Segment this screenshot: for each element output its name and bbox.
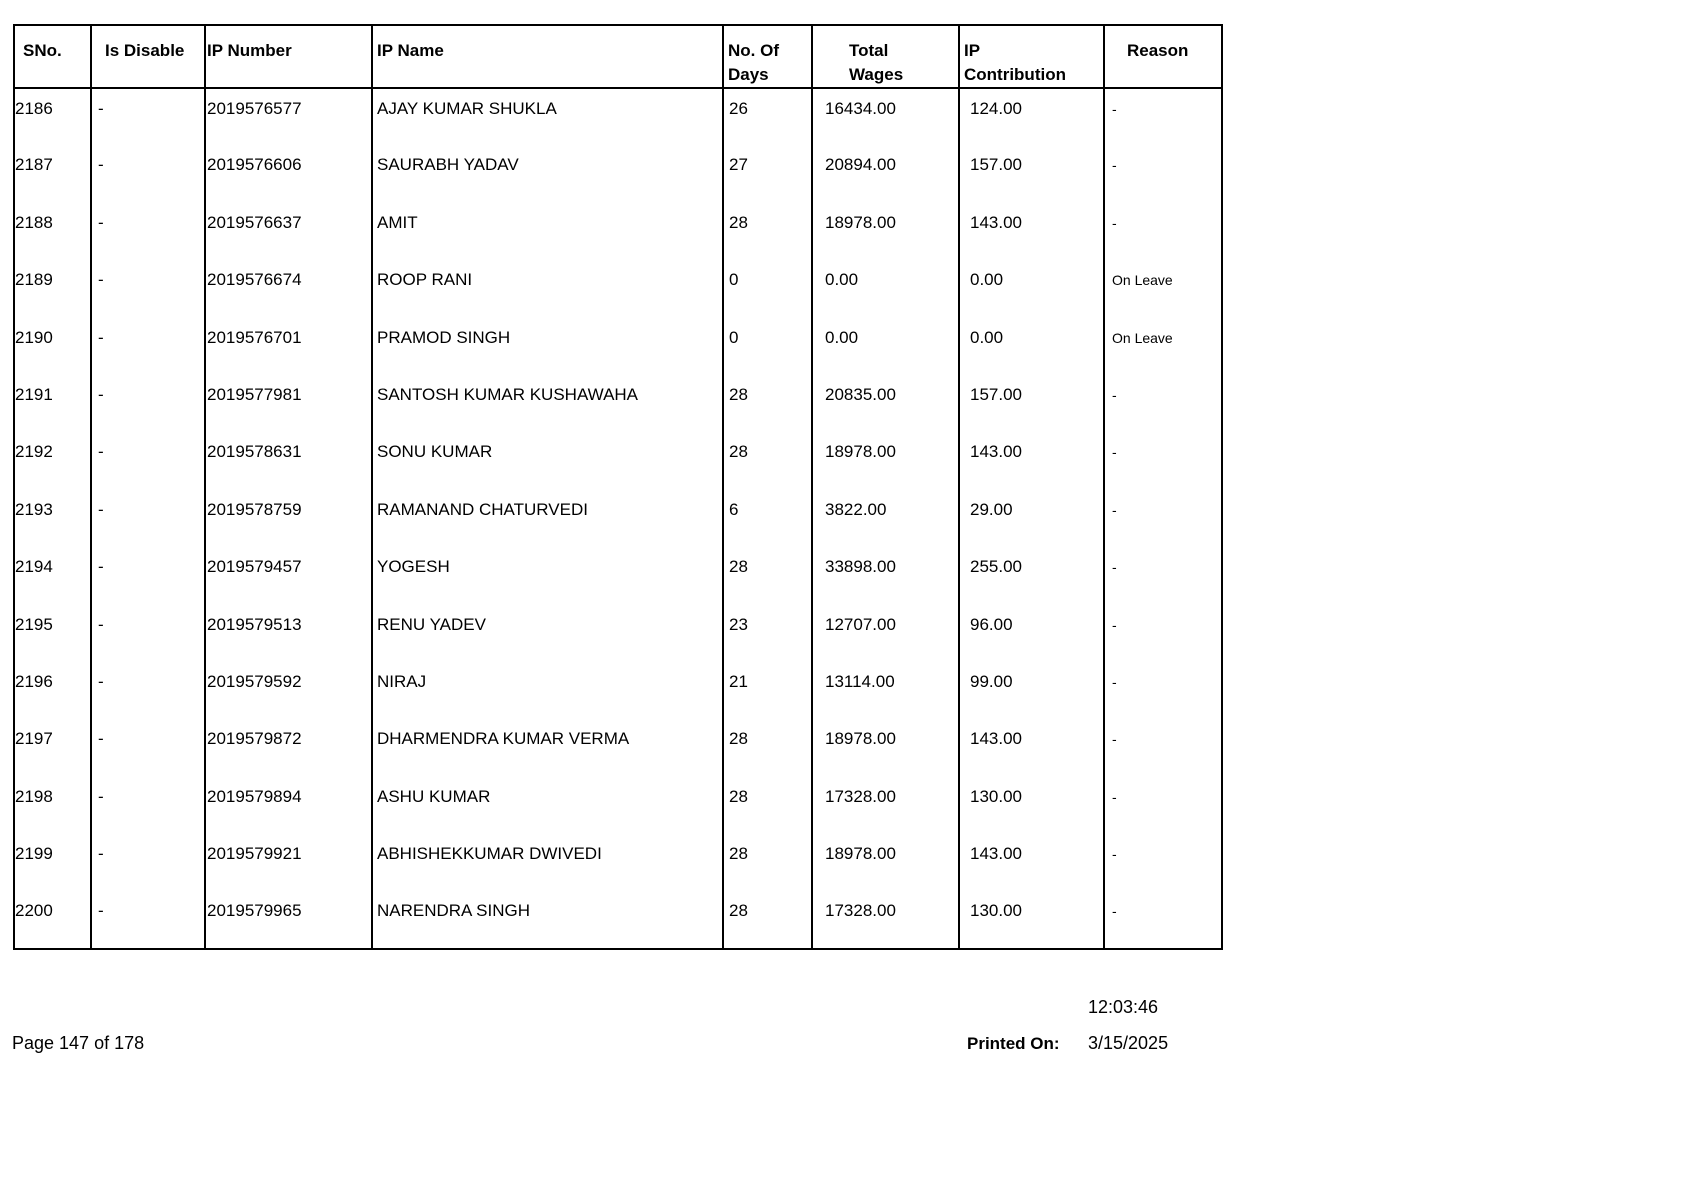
cell-days: 23 — [723, 605, 812, 662]
header-days-line2: Days — [728, 65, 769, 84]
cell-days: 28 — [723, 432, 812, 489]
header-ip-number: IP Number — [205, 25, 372, 88]
cell-is-disable: - — [91, 203, 205, 260]
cell-is-disable: - — [91, 719, 205, 776]
cell-ip-contribution: 143.00 — [959, 432, 1104, 489]
header-days-line1: No. Of — [728, 41, 779, 60]
cell-ip-number: 2019579513 — [205, 605, 372, 662]
cell-reason: - — [1104, 719, 1222, 776]
cell-reason: - — [1104, 605, 1222, 662]
cell-ip-contribution: 96.00 — [959, 605, 1104, 662]
cell-is-disable: - — [91, 834, 205, 891]
cell-ip-contribution: 124.00 — [959, 88, 1104, 145]
cell-total-wages: 17328.00 — [812, 891, 959, 948]
cell-sno: 2198 — [14, 777, 91, 834]
cell-reason: On Leave — [1104, 318, 1222, 375]
cell-days: 27 — [723, 145, 812, 202]
cell-ip-name: SANTOSH KUMAR KUSHAWAHA — [372, 375, 723, 432]
cell-sno: 2197 — [14, 719, 91, 776]
contribution-table — [13, 24, 1223, 950]
cell-total-wages: 0.00 — [812, 260, 959, 317]
cell-sno: 2193 — [14, 490, 91, 547]
cell-ip-name: AMIT — [372, 203, 723, 260]
cell-ip-number: 2019579894 — [205, 777, 372, 834]
cell-is-disable: - — [91, 777, 205, 834]
cell-ip-contribution: 29.00 — [959, 490, 1104, 547]
header-contrib-line1: IP — [964, 41, 981, 60]
table-row — [14, 260, 1222, 317]
header-reason: Reason — [1104, 25, 1222, 88]
cell-ip-number: 2019579592 — [205, 662, 372, 719]
cell-days: 28 — [723, 203, 812, 260]
cell-ip-name: RENU YADEV — [372, 605, 723, 662]
cell-days: 28 — [723, 375, 812, 432]
cell-ip-number: 2019579457 — [205, 547, 372, 604]
cell-reason: - — [1104, 490, 1222, 547]
cell-is-disable: - — [91, 260, 205, 317]
cell-ip-contribution: 157.00 — [959, 145, 1104, 202]
cell-reason: - — [1104, 88, 1222, 145]
cell-is-disable: - — [91, 318, 205, 375]
cell-reason: - — [1104, 432, 1222, 489]
cell-reason: - — [1104, 145, 1222, 202]
cell-ip-contribution: 143.00 — [959, 203, 1104, 260]
header-wages-line2: Wages — [849, 65, 904, 84]
table-row — [14, 662, 1222, 719]
cell-total-wages: 13114.00 — [812, 662, 959, 719]
page-info: Page 147 of 178 — [12, 1033, 145, 1053]
table-row — [14, 490, 1222, 547]
header-days — [723, 25, 812, 88]
cell-sno: 2191 — [14, 375, 91, 432]
cell-days: 28 — [723, 719, 812, 776]
cell-ip-number: 2019579921 — [205, 834, 372, 891]
cell-sno: 2192 — [14, 432, 91, 489]
cell-total-wages: 3822.00 — [812, 490, 959, 547]
cell-days: 28 — [723, 834, 812, 891]
cell-days: 0 — [723, 260, 812, 317]
cell-total-wages: 18978.00 — [812, 834, 959, 891]
cell-total-wages: 20835.00 — [812, 375, 959, 432]
cell-sno: 2186 — [14, 88, 91, 145]
print-time: 12:03:46 — [1088, 997, 1159, 1017]
cell-days: 26 — [723, 88, 812, 145]
cell-is-disable: - — [91, 547, 205, 604]
cell-sno: 2194 — [14, 547, 91, 604]
cell-total-wages: 20894.00 — [812, 145, 959, 202]
cell-sno: 2189 — [14, 260, 91, 317]
cell-days: 0 — [723, 318, 812, 375]
table-row — [14, 88, 1222, 145]
cell-total-wages: 17328.00 — [812, 777, 959, 834]
cell-total-wages: 0.00 — [812, 318, 959, 375]
cell-ip-number: 2019577981 — [205, 375, 372, 432]
cell-ip-contribution: 0.00 — [959, 318, 1104, 375]
cell-ip-name: SAURABH YADAV — [372, 145, 723, 202]
cell-ip-contribution: 130.00 — [959, 891, 1104, 948]
table-header-row — [14, 25, 1222, 88]
table-row — [14, 891, 1222, 948]
cell-is-disable: - — [91, 490, 205, 547]
table-body — [14, 88, 1222, 949]
cell-ip-name: AJAY KUMAR SHUKLA — [372, 88, 723, 145]
print-date: 3/15/2025 — [1088, 1033, 1169, 1053]
cell-ip-number: 2019578631 — [205, 432, 372, 489]
cell-ip-contribution: 143.00 — [959, 834, 1104, 891]
cell-is-disable: - — [91, 891, 205, 948]
cell-reason: - — [1104, 375, 1222, 432]
cell-total-wages: 12707.00 — [812, 605, 959, 662]
table-row — [14, 547, 1222, 604]
header-wages-line1: Total — [849, 41, 889, 60]
table-row — [14, 777, 1222, 834]
cell-ip-number: 2019578759 — [205, 490, 372, 547]
cell-days: 6 — [723, 490, 812, 547]
cell-is-disable: - — [91, 662, 205, 719]
cell-total-wages: 33898.00 — [812, 547, 959, 604]
cell-total-wages: 18978.00 — [812, 432, 959, 489]
header-ip-name: IP Name — [372, 25, 723, 88]
cell-days: 28 — [723, 777, 812, 834]
cell-ip-number: 2019576606 — [205, 145, 372, 202]
cell-ip-number: 2019576637 — [205, 203, 372, 260]
header-sno: SNo. — [14, 25, 91, 88]
cell-ip-contribution: 0.00 — [959, 260, 1104, 317]
cell-ip-name: NIRAJ — [372, 662, 723, 719]
cell-sno: 2188 — [14, 203, 91, 260]
cell-reason: - — [1104, 203, 1222, 260]
table-row — [14, 605, 1222, 662]
cell-is-disable: - — [91, 375, 205, 432]
cell-total-wages: 18978.00 — [812, 203, 959, 260]
cell-total-wages: 16434.00 — [812, 88, 959, 145]
cell-reason: - — [1104, 547, 1222, 604]
cell-sno: 2199 — [14, 834, 91, 891]
cell-reason: - — [1104, 891, 1222, 948]
cell-ip-number: 2019576674 — [205, 260, 372, 317]
cell-reason: - — [1104, 834, 1222, 891]
cell-ip-name: ABHISHEKKUMAR DWIVEDI — [372, 834, 723, 891]
table-row — [14, 432, 1222, 489]
cell-sno: 2187 — [14, 145, 91, 202]
header-total-wages — [812, 25, 959, 88]
cell-total-wages: 18978.00 — [812, 719, 959, 776]
cell-ip-name: RAMANAND CHATURVEDI — [372, 490, 723, 547]
cell-is-disable: - — [91, 605, 205, 662]
cell-is-disable: - — [91, 88, 205, 145]
cell-ip-number: 2019579965 — [205, 891, 372, 948]
cell-ip-name: YOGESH — [372, 547, 723, 604]
cell-ip-number: 2019579872 — [205, 719, 372, 776]
cell-ip-number: 2019576577 — [205, 88, 372, 145]
cell-ip-number: 2019576701 — [205, 318, 372, 375]
cell-ip-contribution: 143.00 — [959, 719, 1104, 776]
cell-days: 28 — [723, 891, 812, 948]
cell-ip-contribution: 99.00 — [959, 662, 1104, 719]
cell-ip-contribution: 130.00 — [959, 777, 1104, 834]
printed-on-label: Printed On: — [967, 1034, 1060, 1053]
table-row — [14, 145, 1222, 202]
cell-ip-name: ASHU KUMAR — [372, 777, 723, 834]
cell-ip-name: ROOP RANI — [372, 260, 723, 317]
cell-sno: 2190 — [14, 318, 91, 375]
table-row — [14, 834, 1222, 891]
table-row — [14, 203, 1222, 260]
cell-sno: 2195 — [14, 605, 91, 662]
table-row — [14, 318, 1222, 375]
table-row — [14, 719, 1222, 776]
header-is-disable: Is Disable — [91, 25, 205, 88]
cell-sno: 2196 — [14, 662, 91, 719]
cell-reason: - — [1104, 662, 1222, 719]
cell-ip-name: PRAMOD SINGH — [372, 318, 723, 375]
cell-ip-contribution: 255.00 — [959, 547, 1104, 604]
cell-ip-name: NARENDRA SINGH — [372, 891, 723, 948]
cell-ip-contribution: 157.00 — [959, 375, 1104, 432]
header-contrib-line2: Contribution — [964, 65, 1066, 84]
table-row — [14, 375, 1222, 432]
cell-reason: On Leave — [1104, 260, 1222, 317]
cell-reason: - — [1104, 777, 1222, 834]
cell-ip-name: SONU KUMAR — [372, 432, 723, 489]
cell-is-disable: - — [91, 432, 205, 489]
cell-days: 21 — [723, 662, 812, 719]
cell-days: 28 — [723, 547, 812, 604]
cell-sno: 2200 — [14, 891, 91, 948]
header-ip-contribution — [959, 25, 1104, 88]
cell-ip-name: DHARMENDRA KUMAR VERMA — [372, 719, 723, 776]
cell-is-disable: - — [91, 145, 205, 202]
